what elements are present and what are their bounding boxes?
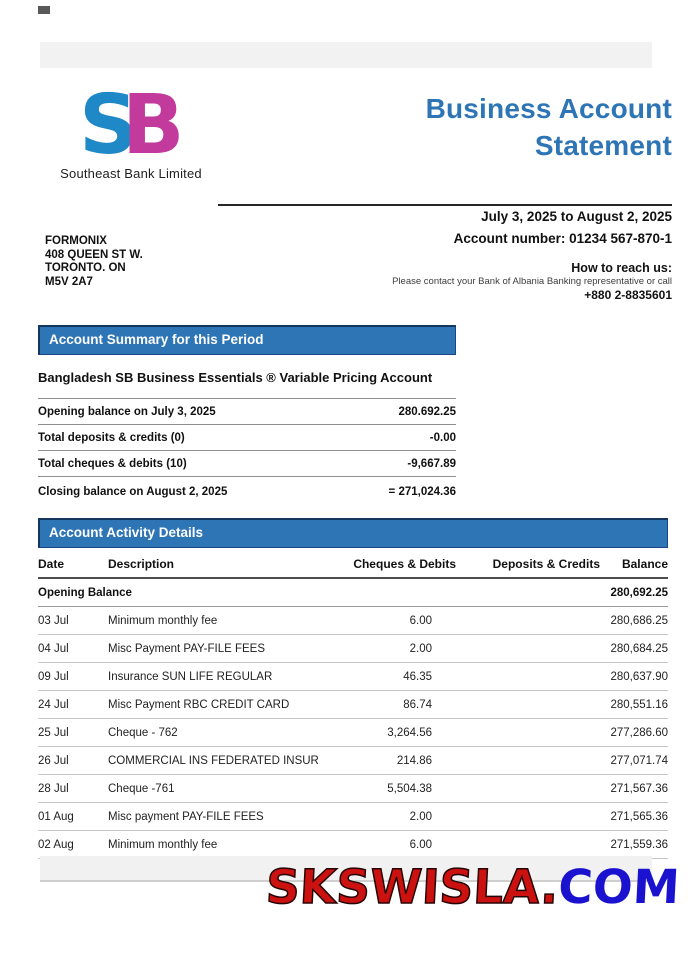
table-row xyxy=(38,607,668,635)
cell-date: 04 Jul xyxy=(38,635,108,663)
opening-debit-cell xyxy=(343,578,460,607)
table-row xyxy=(38,663,668,691)
cell-balance: 280,686.25 xyxy=(600,607,668,635)
cell-debit: 46.35 xyxy=(343,663,460,691)
cell-debit: 86.74 xyxy=(343,691,460,719)
customer-address-line2: TORONTO. ON xyxy=(45,262,126,274)
customer-address-block xyxy=(45,235,143,289)
cell-debit: 5,504.38 xyxy=(343,775,460,803)
summary-value: = 271,024.36 xyxy=(388,486,456,498)
customer-name: FORMONIX xyxy=(45,235,107,247)
table-row xyxy=(38,635,668,663)
column-header-debits: Cheques & Debits xyxy=(343,548,460,578)
account-number: Account number: 01234 567-870-1 xyxy=(453,231,672,246)
cell-debit: 214.86 xyxy=(343,747,460,775)
cell-date: 03 Jul xyxy=(38,607,108,635)
statement-title-line2: Statement xyxy=(534,130,672,161)
table-row xyxy=(38,803,668,831)
cell-description: Minimum monthly fee xyxy=(108,831,343,859)
watermark-primary: SKSWISLA xyxy=(264,860,542,915)
summary-row-closing xyxy=(38,477,456,505)
watermark-dot: . xyxy=(539,860,560,915)
cell-debit: 2.00 xyxy=(343,635,460,663)
column-header-credits: Deposits & Credits xyxy=(460,548,600,578)
watermark xyxy=(265,860,681,915)
cell-balance: 277,286.60 xyxy=(600,719,668,747)
opening-credit-cell xyxy=(460,578,600,607)
statement-title-line1: Business Account xyxy=(425,93,672,124)
cell-date: 25 Jul xyxy=(38,719,108,747)
logo-letter-b: B xyxy=(122,86,185,166)
cell-debit: 6.00 xyxy=(343,607,460,635)
reach-us-text: Please contact your Bank of Albania Banking representative or call xyxy=(392,276,672,287)
bank-logo-icon xyxy=(79,86,189,166)
cell-credit xyxy=(460,691,600,719)
cell-credit xyxy=(460,635,600,663)
table-row xyxy=(38,775,668,803)
cell-debit: 3,264.56 xyxy=(343,719,460,747)
cell-balance: 280,637.90 xyxy=(600,663,668,691)
opening-balance-row xyxy=(38,578,668,607)
cell-credit xyxy=(460,663,600,691)
customer-address-line3: M5V 2A7 xyxy=(45,275,93,288)
bank-name: Southeast Bank Limited xyxy=(60,166,202,181)
cell-balance: 280,551.16 xyxy=(600,691,668,719)
summary-row-deposits xyxy=(38,425,456,451)
scan-artifact xyxy=(38,6,50,14)
cell-date: 28 Jul xyxy=(38,775,108,803)
cell-debit: 2.00 xyxy=(343,803,460,831)
table-row xyxy=(38,691,668,719)
table-row xyxy=(38,719,668,747)
reach-us-phone: +880 2-8835601 xyxy=(584,288,672,302)
summary-row-debits xyxy=(38,451,456,477)
cell-description: Misc Payment PAY-FILE FEES xyxy=(108,635,343,663)
account-activity-section xyxy=(38,518,668,859)
cell-description: Minimum monthly fee xyxy=(108,607,343,635)
cell-description: Misc Payment RBC CREDIT CARD xyxy=(108,691,343,719)
activity-header-row xyxy=(38,548,668,578)
cell-date: 24 Jul xyxy=(38,691,108,719)
summary-value: -0.00 xyxy=(346,425,456,451)
column-header-date: Date xyxy=(38,548,108,578)
table-row xyxy=(38,831,668,859)
header-divider-line xyxy=(218,204,672,206)
opening-balance-value: 280,692.25 xyxy=(600,578,668,607)
summary-value: 280.692.25 xyxy=(346,399,456,425)
activity-table xyxy=(38,548,668,859)
cell-credit xyxy=(460,775,600,803)
cell-balance: 271,565.36 xyxy=(600,803,668,831)
bank-logo-block xyxy=(45,86,217,181)
reach-us-title: How to reach us: xyxy=(571,261,672,275)
watermark-secondary: COM xyxy=(556,860,682,915)
cell-credit xyxy=(460,747,600,775)
cell-date: 09 Jul xyxy=(38,663,108,691)
column-header-balance: Balance xyxy=(600,548,668,578)
customer-address-line1: 408 QUEEN ST W. xyxy=(45,248,143,261)
summary-label: Total deposits & credits (0) xyxy=(38,425,346,451)
cell-balance: 280,684.25 xyxy=(600,635,668,663)
cell-date: 01 Aug xyxy=(38,803,108,831)
cell-credit xyxy=(460,831,600,859)
statement-title xyxy=(426,90,672,164)
cell-description: Cheque - 762 xyxy=(108,719,343,747)
summary-label: Closing balance on August 2, 2025 xyxy=(38,486,228,498)
account-summary-section xyxy=(38,325,456,504)
cell-date: 02 Aug xyxy=(38,831,108,859)
cell-description: COMMERCIAL INS FEDERATED INSUR xyxy=(108,747,343,775)
logo-letter-s: S xyxy=(79,86,139,166)
cell-credit xyxy=(460,607,600,635)
summary-label: Total cheques & debits (10) xyxy=(38,451,346,477)
cell-description: Misc payment PAY-FILE FEES xyxy=(108,803,343,831)
top-gray-band xyxy=(40,42,652,68)
summary-label: Opening balance on July 3, 2025 xyxy=(38,399,346,425)
account-type-label: Bangladesh SB Business Essentials ® Variable Pricing Account xyxy=(38,370,433,385)
opening-balance-label: Opening Balance xyxy=(38,578,343,607)
summary-section-header: Account Summary for this Period xyxy=(38,325,456,355)
cell-description: Cheque -761 xyxy=(108,775,343,803)
summary-value: -9,667.89 xyxy=(346,451,456,477)
summary-table xyxy=(38,398,456,504)
cell-credit xyxy=(460,803,600,831)
cell-date: 26 Jul xyxy=(38,747,108,775)
cell-debit: 6.00 xyxy=(343,831,460,859)
cell-balance: 271,567.36 xyxy=(600,775,668,803)
summary-row-opening xyxy=(38,399,456,425)
cell-credit xyxy=(460,719,600,747)
cell-balance: 271,559.36 xyxy=(600,831,668,859)
statement-period: July 3, 2025 to August 2, 2025 xyxy=(481,209,672,224)
column-header-description: Description xyxy=(108,548,343,578)
contact-info-block xyxy=(392,261,672,302)
activity-section-header: Account Activity Details xyxy=(38,518,668,548)
cell-balance: 277,071.74 xyxy=(600,747,668,775)
cell-description: Insurance SUN LIFE REGULAR xyxy=(108,663,343,691)
table-row xyxy=(38,747,668,775)
